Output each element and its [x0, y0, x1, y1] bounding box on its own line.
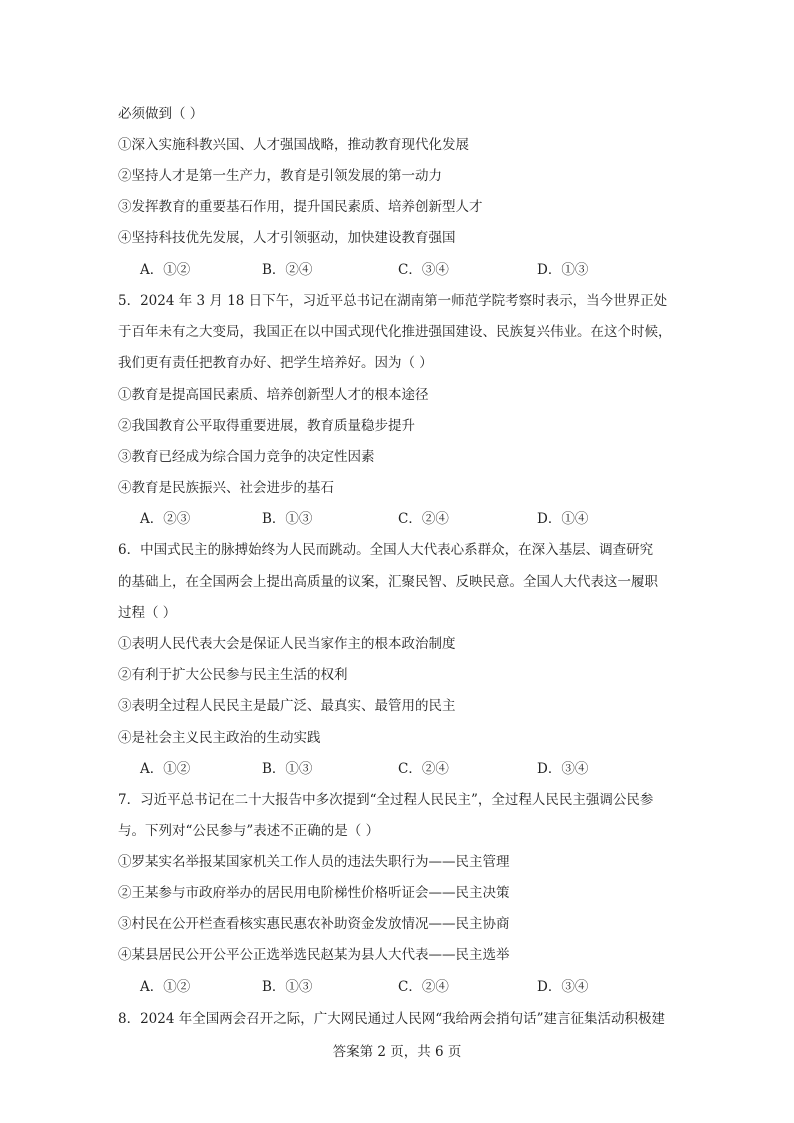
q6-statement-1: ①表明人民代表大会是保证人民当家作主的根本政治制度 — [118, 636, 456, 652]
q6-statement-2: ②有利于扩大公民参与民主生活的权利 — [118, 667, 348, 683]
q7-statement-1: ①罗某实名举报某国家机关工作人员的违法失职行为——民主管理 — [118, 854, 510, 870]
option-c: C．②④ — [398, 511, 449, 527]
option-c: C．②④ — [398, 761, 449, 777]
q4-statement-3: ③发挥教育的重要基石作用，提升国民素质、培养创新型人才 — [118, 199, 483, 215]
q5-statement-1: ①教育是提高国民素质、培养创新型人才的根本途径 — [118, 387, 429, 403]
question-6-stem-line-2: 的基础上，在全国两会上提出高质量的议案，汇聚民智、反映民意。全国人大代表这一履职 — [118, 574, 658, 590]
option-d: D．③④ — [537, 979, 589, 995]
option-b: B．①③ — [262, 761, 313, 777]
question-6-stem-line-1: 6．中国式民主的脉搏始终为人民而跳动。全国人大代表心系群众，在深入基层、调查研究 — [118, 542, 654, 558]
option-a: A．①② — [140, 262, 191, 278]
question-8-stem-line-1: 8．2024 年全国两会召开之际，广大网民通过人民网“我给两会捎句话”建言征集活动积极建 — [118, 1011, 666, 1027]
question-6-stem-line-3: 过程（ ） — [118, 605, 177, 621]
option-b: B．①③ — [262, 979, 313, 995]
q5-statement-2: ②我国教育公平取得重要进展，教育质量稳步提升 — [118, 418, 415, 434]
option-b: B．②④ — [262, 262, 313, 278]
q4-statement-1: ①深入实施科教兴国、人才强国战略，推动教育现代化发展 — [118, 137, 469, 153]
question-5-stem-line-2: 于百年未有之大变局，我国正在以中国式现代化推进强国建设、民族复兴伟业。在这个时候， — [118, 324, 672, 340]
option-c: C．②④ — [398, 979, 449, 995]
question-7-stem-line-1: 7．习近平总书记在二十大报告中多次提到“全过程人民民主”，全过程人民民主强调公民参 — [118, 792, 654, 808]
q6-statement-4: ④是社会主义民主政治的生动实践 — [118, 730, 321, 746]
q4-statement-4: ④坚持科技优先发展，人才引领驱动，加快建设教育强国 — [118, 230, 456, 246]
q7-statement-3: ③村民在公开栏查看核实惠民惠农补助资金发放情况——民主协商 — [118, 916, 510, 932]
question-5-stem-line-3: 我们更有责任把教育办好、把学生培养好。因为（ ） — [118, 355, 433, 371]
option-d: D．①④ — [537, 511, 589, 527]
option-d: D．③④ — [537, 761, 589, 777]
option-a: A．①② — [140, 979, 191, 995]
option-a: A．②③ — [140, 511, 191, 527]
q4-statement-2: ②坚持人才是第一生产力，教育是引领发展的第一动力 — [118, 168, 442, 184]
q5-statement-4: ④教育是民族振兴、社会进步的基石 — [118, 480, 334, 496]
q5-statement-3: ③教育已经成为综合国力竞争的决定性因素 — [118, 449, 375, 465]
q7-statement-2: ②王某参与市政府举办的居民用电阶梯性价格听证会——民主决策 — [118, 885, 510, 901]
option-a: A．①② — [140, 761, 191, 777]
question-7-stem-line-2: 与。下列对“公民参与”表述不正确的是（ ） — [118, 823, 380, 839]
q7-statement-4: ④某县居民公开公平公正选举选民赵某为县人大代表——民主选举 — [118, 947, 510, 963]
option-c: C．③④ — [398, 262, 449, 278]
page-footer: 答案第 2 页，共 6 页 — [332, 1044, 462, 1060]
option-b: B．①③ — [262, 511, 313, 527]
question-4-stem-end: 必须做到（ ） — [118, 106, 204, 122]
question-5-stem-line-1: 5．2024 年 3 月 18 日下午，习近平总书记在湖南第一师范学院考察时表示，当今世界正处 — [118, 293, 668, 309]
option-d: D．①③ — [537, 262, 589, 278]
q6-statement-3: ③表明全过程人民民主是最广泛、最真实、最管用的民主 — [118, 698, 456, 714]
